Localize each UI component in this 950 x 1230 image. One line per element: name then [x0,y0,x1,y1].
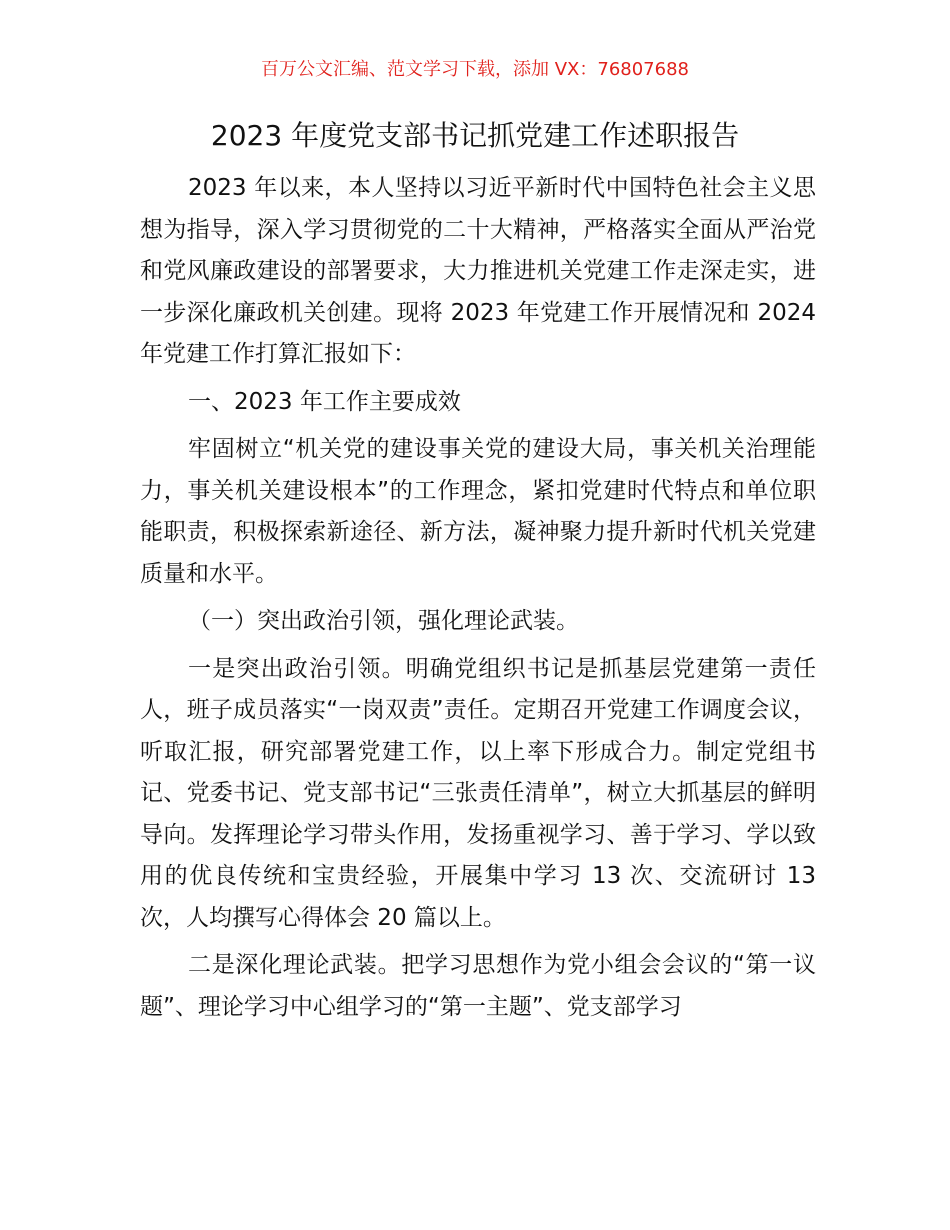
watermark-banner: 百万公文汇编、范文学习下载，添加 VX：76807688 [261,59,689,80]
document-body [140,168,816,1028]
section-heading-1: 一、2023 年工作主要成效 [188,388,461,415]
section-1-paragraph: 牢固树立“机关党的建设事关党的建设大局，事关机关治理能力，事关机关建设根本”的工作理念，紧扣党建时代特点和单位职能职责，积极探索新途径、新方法，凝神聚力提升新时代机关党建质量和水平。 [140,436,816,587]
intro-paragraph: 2023 年以来，本人坚持以习近平新时代中国特色社会主义思想为指导，深入学习贯彻党的二十大精神，严格落实全面从严治党和党风廉政建设的部署要求，大力推进机关党建工作走深走实，进一步深化廉政机关创建。现将 2023 年党建工作开展情况和 2024 年党建工作打算汇报如下： [140,175,816,367]
theory-armament-paragraph: 二是深化理论武装。把学习思想作为党小组会会议的“第一议题”、理论学习中心组学习的“第一主题”、党支部学习 [140,952,816,1020]
subsection-heading-1: （一）突出政治引领，强化理论武装。 [188,608,579,634]
document-title: 2023 年度党支部书记抓党建工作述职报告 [210,119,740,152]
political-guidance-paragraph: 一是突出政治引领。明确党组织书记是抓基层党建第一责任人，班子成员落实“一岗双责”责任。定期召开党建工作调度会议，听取汇报，研究部署党建工作，以上率下形成合力。制定党组书记、党委书记、党支部书记“三张责任清单”，树立大抓基层的鲜明导向。发挥理论学习带头作用，发扬重视学习、善于学习、学以致用的优良传统和宝贵经验，开展集中学习 13 次、交流研讨 13 次，人均撰写心得体会 20 篇以上。 [140,655,816,931]
